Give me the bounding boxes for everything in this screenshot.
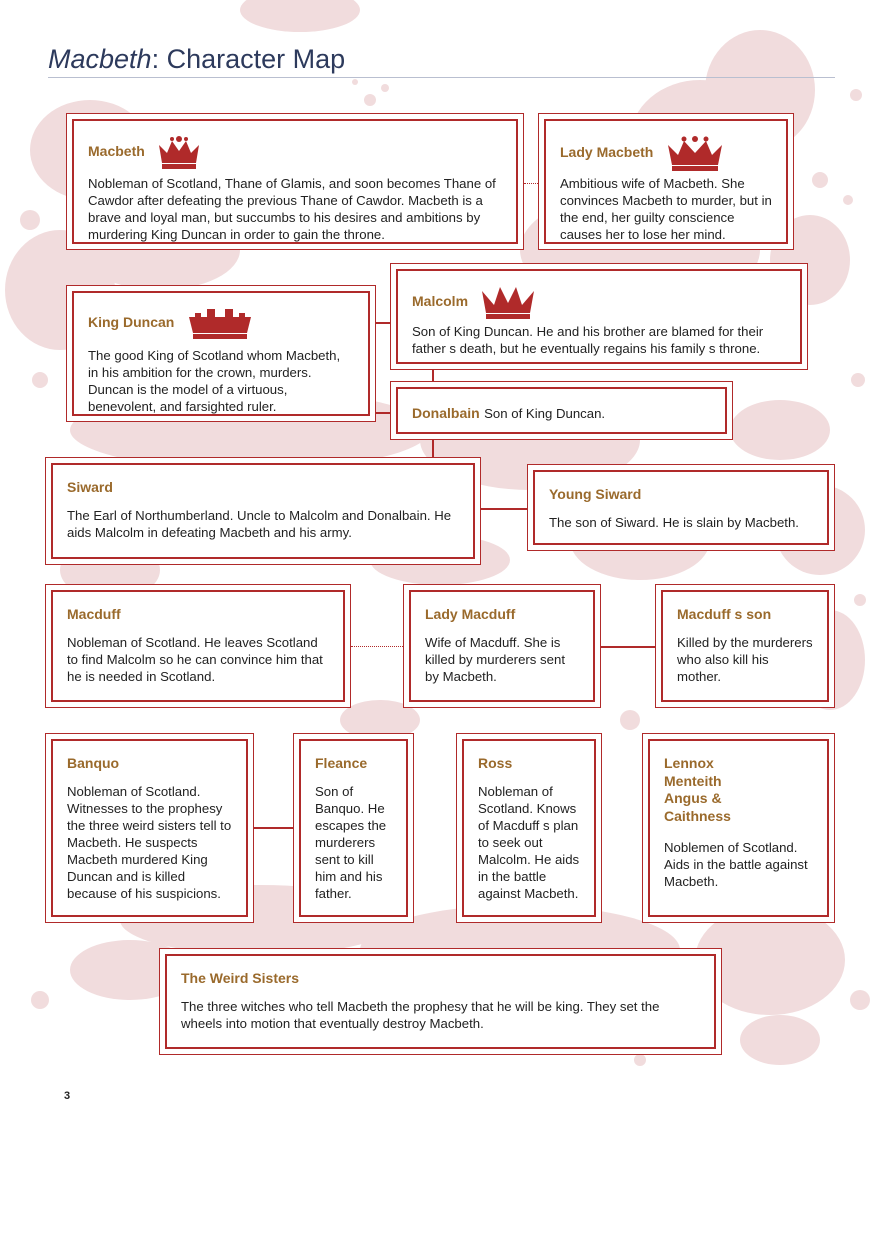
character-name: Malcolm (412, 293, 469, 310)
title-rule (48, 77, 835, 78)
character-description: Ambitious wife of Macbeth. She convinces Macbeth to murder, but in the end, her guilty conscience causes her to lose her mind. (560, 176, 772, 242)
character-description: The Earl of Northumberland. Uncle to Malcolm and Donalbain. He aids Malcolm in defeating Macbeth and his army. (67, 508, 452, 540)
character-name: Lady Macduff (425, 606, 516, 622)
crown-icon (157, 135, 201, 169)
page-number: 3 (64, 1090, 71, 1102)
character-name: King Duncan (88, 314, 175, 331)
character-name: Lennox Menteith Angus & Caithness (664, 755, 731, 824)
character-description: The three witches who tell Macbeth the prophesy that he will be king. They set the wheels into motion that eventually destroy Macbeth. (181, 999, 660, 1031)
character-description: The son of Siward. He is slain by Macbeth. (549, 515, 799, 530)
character-name: Young Siward (549, 486, 642, 502)
character-card-lady-macduff (403, 584, 601, 708)
character-card-weird-sisters (159, 948, 722, 1055)
character-card-siward (45, 457, 481, 565)
character-description: Nobleman of Scotland. Witnesses to the prophesy the three weird sisters tell to Macbeth. He suspects Macbeth murdered King Duncan and is killed because of his suspicions. (67, 784, 232, 901)
crown-icon (480, 285, 536, 319)
connector-macduff-lady (351, 646, 403, 647)
connector-siward-young (481, 508, 527, 510)
character-card-ross (456, 733, 602, 923)
character-card-macduff (45, 584, 351, 708)
character-description: Nobleman of Scotland. He leaves Scotland to find Malcolm so he can convince him that he is needed in Scotland. (67, 635, 323, 684)
character-name: Ross (478, 755, 513, 771)
character-name: Donalbain (412, 405, 480, 421)
character-name: Banquo (67, 755, 120, 771)
character-card-donalbain (390, 381, 733, 440)
character-card-lennox-menteith-angus-caithness (642, 733, 835, 923)
crown-icon (666, 135, 724, 171)
character-description: Wife of Macduff. She is killed by murderers sent by Macbeth. (425, 635, 565, 684)
character-description: Son of Banquo. He escapes the murderers sent to kill him and his father. (315, 784, 387, 901)
character-card-macduff-son (655, 584, 835, 708)
page-title: Macbeth: Character Map (48, 44, 346, 74)
character-name: Lady Macbeth (560, 144, 654, 161)
character-name: Fleance (315, 755, 368, 771)
character-card-macbeth (66, 113, 524, 250)
character-description: Son of King Duncan. (484, 406, 606, 421)
connector-duncan-donalbain (376, 412, 390, 414)
character-description: Killed by the murderers who also kill his mother. (677, 635, 813, 684)
character-name: Macduff (67, 606, 121, 622)
crown-icon (187, 307, 253, 339)
character-name: Macbeth (88, 143, 145, 160)
character-card-lady-macbeth (538, 113, 794, 250)
character-name: Macduff s son (677, 606, 772, 622)
connector-duncan-sons (376, 322, 390, 324)
character-description: Nobleman of Scotland, Thane of Glamis, and soon becomes Thane of Cawdor after defeating the previous Thane of Cawdor. Macbeth is a brave and loyal man, but succumbs to his desires and ambitions by murdering King Duncan in order to gain the throne. (88, 176, 496, 242)
character-description: Nobleman of Scotland. Knows of Macduff s plan to seek out Malcolm. He aids in the battle against Macbeth. (478, 784, 580, 901)
character-card-fleance (293, 733, 414, 923)
character-description: The good King of Scotland whom Macbeth, in his ambition for the crown, murders. Duncan is the model of a virtuous, benevolent, and farsighted ruler. (88, 348, 341, 414)
character-description: Noblemen of Scotland. Aids in the battle against Macbeth. (664, 840, 808, 889)
character-name: The Weird Sisters (181, 970, 300, 986)
character-card-malcolm (390, 263, 808, 370)
character-card-young-siward (527, 464, 835, 551)
character-name: Siward (67, 479, 113, 495)
character-description: Son of King Duncan. He and his brother are blamed for their father s death, but he eventually regains his family s throne. (412, 324, 764, 356)
character-card-king-duncan (66, 285, 376, 422)
connector-macbeth-lady (524, 183, 538, 184)
connector-lady-son (601, 646, 655, 648)
connector-banquo-fleance (254, 827, 293, 829)
character-card-banquo (45, 733, 254, 923)
